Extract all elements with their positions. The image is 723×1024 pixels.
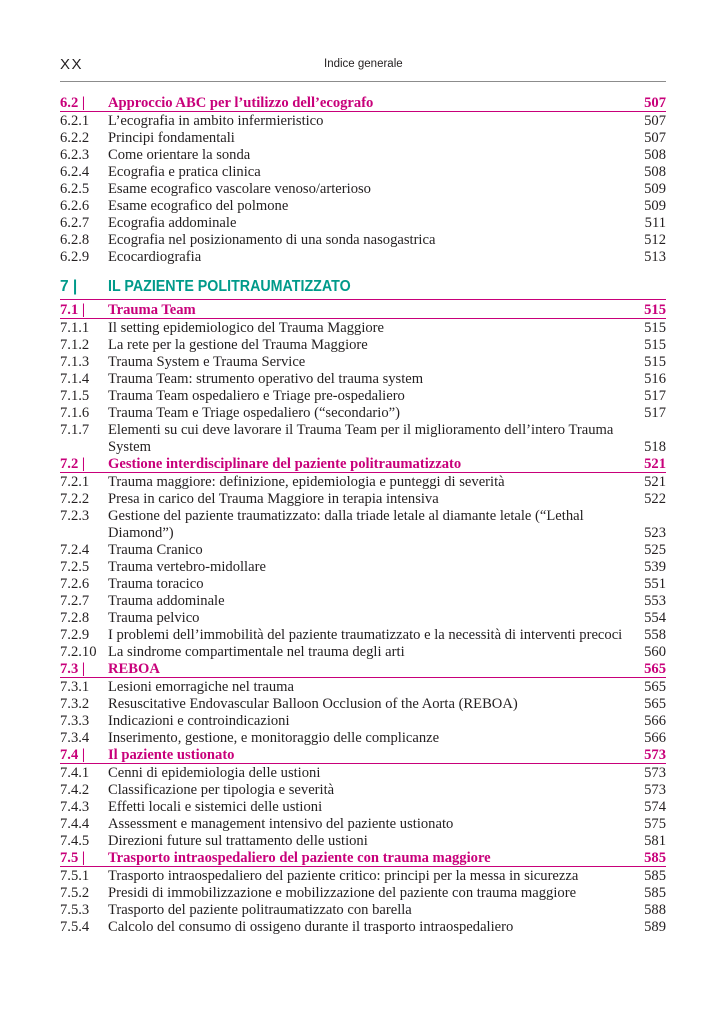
entry-number: 6.2.4 xyxy=(60,164,90,180)
section-number: 7.2 | xyxy=(60,456,86,472)
chapter-number: 7 | xyxy=(60,278,78,295)
entry-number: 7.5.1 xyxy=(60,868,90,884)
entry-page: 523 xyxy=(644,525,666,541)
toc-entry-row[interactable] xyxy=(60,491,666,508)
entry-number: 7.2.2 xyxy=(60,491,90,507)
toc-entry-row[interactable] xyxy=(60,474,666,491)
entry-page: 508 xyxy=(644,147,666,163)
entry-title: Trauma vertebro-midollare xyxy=(108,559,266,575)
toc-entry-row[interactable] xyxy=(60,130,666,147)
toc-entry-row[interactable] xyxy=(60,696,666,713)
entry-page: 521 xyxy=(644,474,666,490)
entry-number: 7.3.2 xyxy=(60,696,90,712)
entry-page: 525 xyxy=(644,542,666,558)
entry-page: 575 xyxy=(644,816,666,832)
toc-section-row[interactable] xyxy=(60,95,666,112)
running-header-title: Indice generale xyxy=(324,58,403,70)
entry-page: 566 xyxy=(644,730,666,746)
entry-title: Cenni di epidemiologia delle ustioni xyxy=(108,765,321,781)
entry-number: 7.2.7 xyxy=(60,593,90,609)
section-number: 6.2 | xyxy=(60,95,86,111)
entry-page: 509 xyxy=(644,181,666,197)
entry-title: Ecografia addominale xyxy=(108,215,237,231)
page-number: XX xyxy=(60,56,84,73)
toc-entry-row[interactable] xyxy=(60,816,666,833)
entry-number: 6.2.5 xyxy=(60,181,90,197)
entry-number: 7.1.6 xyxy=(60,405,90,421)
entry-title: Ecografia nel posizionamento di una sonda nasogastrica xyxy=(108,232,436,248)
section-number: 7.3 | xyxy=(60,661,86,677)
section-page: 565 xyxy=(644,661,666,677)
entry-page: 516 xyxy=(644,371,666,387)
entry-title: Principi fondamentali xyxy=(108,130,235,146)
entry-number: 7.2.5 xyxy=(60,559,90,575)
entry-title: Lesioni emorragiche nel trauma xyxy=(108,679,294,695)
entry-title: Esame ecografico vascolare venoso/arterioso xyxy=(108,181,371,197)
entry-number: 7.3.3 xyxy=(60,713,90,729)
toc-entry-row[interactable] xyxy=(60,919,666,936)
header-divider xyxy=(60,81,666,82)
toc-section-row[interactable] xyxy=(60,661,666,678)
toc-entry-row[interactable] xyxy=(60,337,666,354)
chapter-divider xyxy=(60,299,666,300)
entry-title: Calcolo del consumo di ossigeno durante il trasporto intraospedaliero xyxy=(108,919,514,935)
toc-entry-row[interactable] xyxy=(60,610,666,627)
entry-title: Trauma pelvico xyxy=(108,610,200,626)
entry-page: 581 xyxy=(644,833,666,849)
entry-number: 7.3.4 xyxy=(60,730,90,746)
entry-page: 539 xyxy=(644,559,666,575)
entry-page: 551 xyxy=(644,576,666,592)
toc-entry-row[interactable] xyxy=(60,388,666,405)
entry-page: 588 xyxy=(644,902,666,918)
entry-title: Esame ecografico del polmone xyxy=(108,198,289,214)
toc-entry-row[interactable] xyxy=(60,627,666,644)
entry-number: 7.2.8 xyxy=(60,610,90,626)
section-title: Trasporto intraospedaliero del paziente con trauma maggiore xyxy=(108,850,491,866)
section-title: Trauma Team xyxy=(108,302,196,318)
toc-entry-row[interactable] xyxy=(60,644,666,661)
entry-title: Trauma System e Trauma Service xyxy=(108,354,306,370)
entry-number: 6.2.6 xyxy=(60,198,90,214)
chapter-heading[interactable] xyxy=(60,275,666,299)
entry-page: 515 xyxy=(644,354,666,370)
section-number: 7.5 | xyxy=(60,850,86,866)
toc-entry-row[interactable] xyxy=(60,559,666,576)
entry-page: 522 xyxy=(644,491,666,507)
entry-title: Ecografia e pratica clinica xyxy=(108,164,261,180)
toc-entry-row[interactable] xyxy=(60,371,666,388)
entry-title: L’ecografia in ambito infermieristico xyxy=(108,113,324,129)
entry-number: 7.4.4 xyxy=(60,816,90,832)
table-of-contents xyxy=(60,95,666,936)
entry-title: Come orientare la sonda xyxy=(108,147,251,163)
entry-page: 589 xyxy=(644,919,666,935)
entry-number: 7.4.1 xyxy=(60,765,90,781)
entry-title: Il setting epidemiologico del Trauma Maggiore xyxy=(108,320,385,336)
entry-title: Presa in carico del Trauma Maggiore in terapia intensiva xyxy=(108,491,439,507)
section-title: Approccio ABC per l’utilizzo dell’ecografo xyxy=(108,95,374,111)
entry-title: Presidi di immobilizzazione e mobilizzazione del paziente con trauma maggiore xyxy=(108,885,577,901)
toc-entry-row[interactable] xyxy=(60,576,666,593)
toc-entry-row[interactable] xyxy=(60,320,666,337)
toc-entry-row[interactable] xyxy=(60,215,666,232)
entry-page: 573 xyxy=(644,782,666,798)
entry-page: 560 xyxy=(644,644,666,660)
entry-title: Trauma maggiore: definizione, epidemiologia e punteggi di severità xyxy=(108,474,505,490)
entry-number: 7.5.4 xyxy=(60,919,90,935)
entry-number: 7.1.3 xyxy=(60,354,90,370)
entry-page: 566 xyxy=(644,713,666,729)
entry-title: Trasporto del paziente politraumatizzato con barella xyxy=(108,902,412,918)
section-title: Il paziente ustionato xyxy=(108,747,235,763)
entry-page: 585 xyxy=(644,868,666,884)
toc-entry-row[interactable] xyxy=(60,181,666,198)
entry-number: 6.2.2 xyxy=(60,130,90,146)
toc-entry-row[interactable] xyxy=(60,679,666,696)
entry-number: 6.2.9 xyxy=(60,249,90,265)
toc-entry-row[interactable] xyxy=(60,405,666,422)
entry-page: 508 xyxy=(644,164,666,180)
section-page: 515 xyxy=(644,302,666,318)
entry-title: Classificazione per tipologia e severità xyxy=(108,782,335,798)
entry-page: 565 xyxy=(644,679,666,695)
toc-section-row[interactable] xyxy=(60,747,666,764)
entry-title: Assessment e management intensivo del paziente ustionato xyxy=(108,816,454,832)
entry-number: 7.1.4 xyxy=(60,371,90,387)
entry-title: La rete per la gestione del Trauma Maggiore xyxy=(108,337,368,353)
entry-page: 517 xyxy=(644,388,666,404)
toc-entry-row[interactable] xyxy=(60,164,666,181)
entry-number: 7.5.3 xyxy=(60,902,90,918)
entry-title: Effetti locali e sistemici delle ustioni xyxy=(108,799,323,815)
toc-entry-row[interactable] xyxy=(60,113,666,130)
entry-title: Elementi su cui deve lavorare il Trauma Team per il miglioramento dell’intero Trauma System xyxy=(108,422,614,455)
toc-entry-row[interactable] xyxy=(60,868,666,885)
entry-number: 6.2.1 xyxy=(60,113,90,129)
entry-title: Trauma Team e Triage ospedaliero (“secondario”) xyxy=(108,405,400,421)
entry-number: 7.2.6 xyxy=(60,576,90,592)
section-title: Gestione interdisciplinare del paziente politraumatizzato xyxy=(108,456,462,472)
toc-entry-row[interactable] xyxy=(60,422,666,456)
entry-title: Trauma Cranico xyxy=(108,542,203,558)
toc-entry-row[interactable] xyxy=(60,508,666,542)
entry-page: 518 xyxy=(644,439,666,455)
entry-title: Gestione del paziente traumatizzato: dalla triade letale al diamante letale (“Lethal Diamond”) xyxy=(108,508,584,541)
page-header xyxy=(60,56,666,76)
entry-number: 7.2.4 xyxy=(60,542,90,558)
toc-section-row[interactable] xyxy=(60,850,666,867)
toc-entry-row[interactable] xyxy=(60,799,666,816)
entry-number: 7.2.10 xyxy=(60,644,97,660)
entry-title: La sindrome compartimentale nel trauma degli arti xyxy=(108,644,405,660)
entry-page: 515 xyxy=(644,337,666,353)
entry-page: 517 xyxy=(644,405,666,421)
toc-section-row[interactable] xyxy=(60,456,666,473)
section-number: 7.1 | xyxy=(60,302,86,318)
entry-number: 7.2.9 xyxy=(60,627,90,643)
toc-entry-row[interactable] xyxy=(60,354,666,371)
toc-entry-row[interactable] xyxy=(60,198,666,215)
entry-number: 7.4.5 xyxy=(60,833,90,849)
entry-number: 7.2.1 xyxy=(60,474,90,490)
entry-number: 7.4.2 xyxy=(60,782,90,798)
entry-page: 515 xyxy=(644,320,666,336)
section-page: 573 xyxy=(644,747,666,763)
entry-title: Trauma addominale xyxy=(108,593,225,609)
entry-page: 509 xyxy=(644,198,666,214)
entry-number: 7.2.3 xyxy=(60,508,90,524)
entry-title: Resuscitative Endovascular Balloon Occlusion of the Aorta (REBOA) xyxy=(108,696,518,712)
entry-number: 7.5.2 xyxy=(60,885,90,901)
entry-title: Ecocardiografia xyxy=(108,249,202,265)
toc-entry-row[interactable] xyxy=(60,730,666,747)
toc-entry-row[interactable] xyxy=(60,782,666,799)
section-page: 507 xyxy=(644,95,666,111)
entry-page: 553 xyxy=(644,593,666,609)
entry-page: 585 xyxy=(644,885,666,901)
toc-entry-row[interactable] xyxy=(60,147,666,164)
toc-entry-row[interactable] xyxy=(60,902,666,919)
entry-title: Trasporto intraospedaliero del paziente critico: principi per la messa in sicurezza xyxy=(108,868,579,884)
entry-page: 574 xyxy=(644,799,666,815)
entry-number: 7.1.5 xyxy=(60,388,90,404)
toc-entry-row[interactable] xyxy=(60,542,666,559)
toc-entry-row[interactable] xyxy=(60,765,666,782)
entry-title: Indicazioni e controindicazioni xyxy=(108,713,290,729)
entry-page: 565 xyxy=(644,696,666,712)
entry-number: 6.2.3 xyxy=(60,147,90,163)
entry-title: I problemi dell’immobilità del paziente traumatizzato e la necessità di interventi precoci xyxy=(108,627,623,643)
entry-page: 507 xyxy=(644,113,666,129)
section-page: 585 xyxy=(644,850,666,866)
toc-entry-row[interactable] xyxy=(60,249,666,266)
entry-page: 573 xyxy=(644,765,666,781)
entry-title: Trauma Team: strumento operativo del trauma system xyxy=(108,371,424,387)
entry-title: Inserimento, gestione, e monitoraggio delle complicanze xyxy=(108,730,440,746)
toc-section-row[interactable] xyxy=(60,302,666,319)
entry-title: Trauma Team ospedaliero e Triage pre-ospedaliero xyxy=(108,388,405,404)
entry-number: 6.2.8 xyxy=(60,232,90,248)
entry-page: 507 xyxy=(644,130,666,146)
entry-title: Trauma toracico xyxy=(108,576,204,592)
section-page: 521 xyxy=(644,456,666,472)
toc-entry-row[interactable] xyxy=(60,885,666,902)
entry-page: 512 xyxy=(644,232,666,248)
chapter-title: IL PAZIENTE POLITRAUMATIZZATO xyxy=(108,278,351,295)
section-title: REBOA xyxy=(108,661,160,677)
toc-entry-row[interactable] xyxy=(60,833,666,850)
entry-page: 554 xyxy=(644,610,666,626)
entry-page: 558 xyxy=(644,627,666,643)
entry-number: 7.1.2 xyxy=(60,337,90,353)
toc-entry-row[interactable] xyxy=(60,593,666,610)
section-number: 7.4 | xyxy=(60,747,86,763)
entry-number: 7.4.3 xyxy=(60,799,90,815)
entry-number: 7.1.1 xyxy=(60,320,90,336)
entry-page: 513 xyxy=(644,249,666,265)
toc-entry-row[interactable] xyxy=(60,232,666,249)
entry-title: Direzioni future sul trattamento delle ustioni xyxy=(108,833,368,849)
entry-number: 6.2.7 xyxy=(60,215,90,231)
entry-number: 7.3.1 xyxy=(60,679,90,695)
toc-entry-row[interactable] xyxy=(60,713,666,730)
entry-number: 7.1.7 xyxy=(60,422,90,438)
entry-page: 511 xyxy=(644,215,666,231)
